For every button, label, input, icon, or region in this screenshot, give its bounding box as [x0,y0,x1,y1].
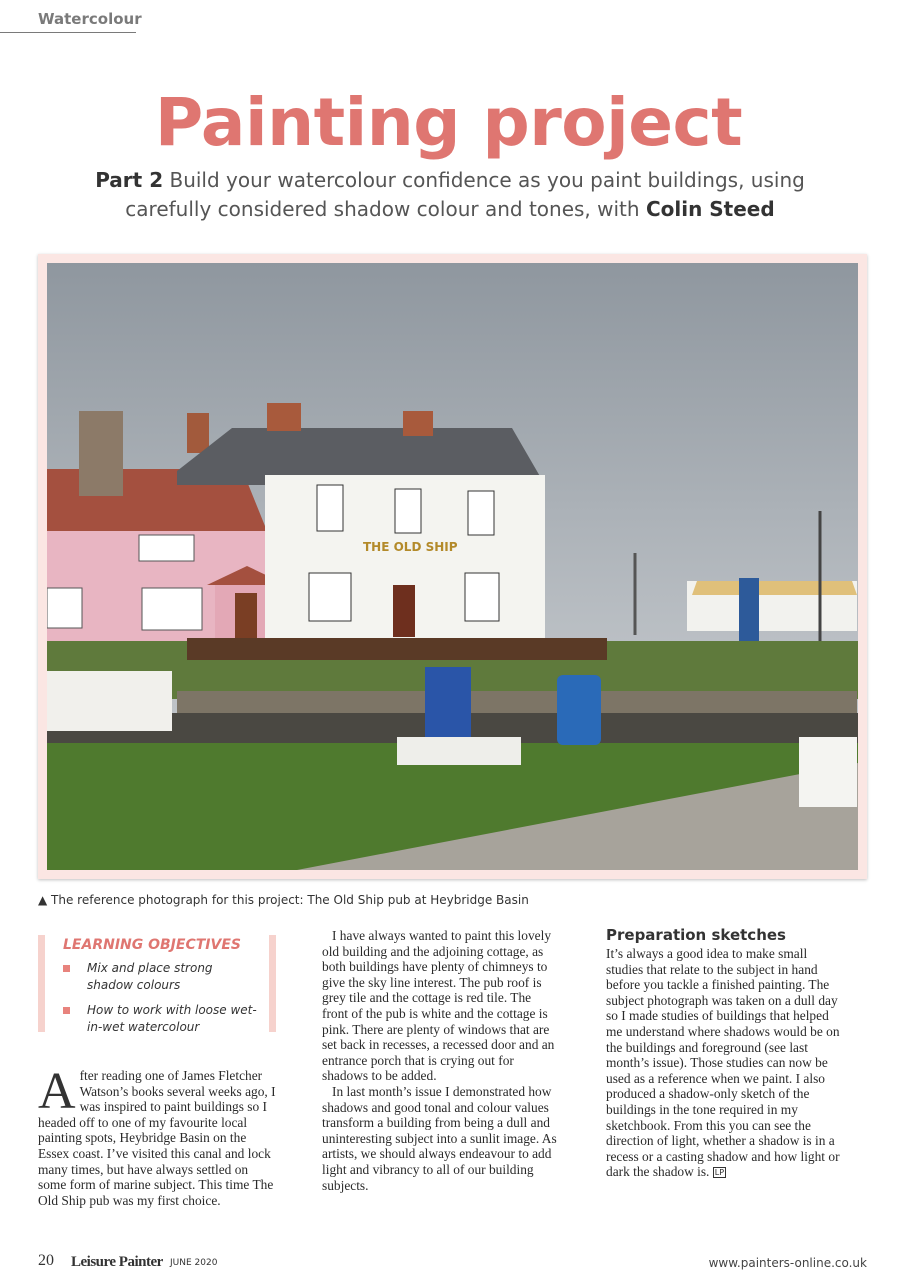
photo-frame [38,254,867,879]
white-fence [799,737,857,807]
lock-gate [47,671,172,731]
winch-base [397,737,521,765]
website-link[interactable]: www.painters-online.co.uk [708,1256,867,1270]
subtitle-part: Part 2 [95,168,164,192]
bullet-square-icon [63,965,70,972]
blue-winch [425,667,471,739]
section-label: Watercolour [38,10,142,28]
section-heading: Preparation sketches [606,926,786,944]
col1-text: fter reading one of James Fletcher Watson’s books several weeks ago, I was inspired to paint buildings so I headed off to one of my favourite local painting spots, Heybridge Basin on the Essex coast. I’ve visited this canal and lock many times, but have always settled on some form of marine subject. This time The Old Ship pub was my first choice. [38,1068,276,1208]
body-column-2 [322,928,558,1193]
pub-door [393,585,415,637]
reference-photo-drawing [47,263,858,870]
blue-sign [739,578,759,643]
subtitle-author: Colin Steed [645,197,775,221]
blue-bin [557,675,601,745]
page-number: 20 [38,1252,54,1269]
pub-window [317,485,343,531]
cottage-window [139,535,194,561]
chimney [267,403,301,431]
learning-objectives-box [38,935,276,1032]
pub-window [468,491,494,535]
col2-paragraph-2: In last month’s issue I demonstrated how shadows and good tonal and colour values transform a building from being a dull and uninteresting subject into a sunlit image. As artists, we should always endeavour to add light and vibrancy to all of our building subjects. [322,1083,557,1193]
col2-paragraph-1: I have always wanted to paint this lovely old building and the adjoining cottage, as both buildings have plenty of chimneys to give the sky line interest. The pub roof is grey tile and the cottage is red tile. The front of the pub is white and the cottage is pink. There are plenty of windows that are set back in recesses, a recessed door and an entrance porch that is crying out for shadows to be added. [322,928,555,1084]
page-subtitle [60,166,840,224]
subtitle-text: Build your watercolour confidence as you paint buildings, using carefully considered shadow colour and tones, with [125,168,805,221]
distant-roof [692,581,857,595]
section-tag [0,8,142,33]
chimney [403,411,433,436]
pub-window [309,573,351,621]
cottage-door [235,593,257,641]
pub-sign-text: THE OLD SHIP [363,540,458,554]
drop-cap: A [38,1063,76,1120]
pub-window [465,573,499,621]
cottage-window [142,588,202,630]
objective-text: Mix and place strong shadow colours [87,961,213,992]
photo-caption: ▲ The reference photograph for this project: The Old Ship pub at Heybridge Basin [38,893,529,907]
chimney [79,411,123,496]
body-column-1 [38,1063,278,1208]
col3-text: It’s always a good idea to make small studies that relate to the subject in hand before you tackle a finished painting. The subject photograph was taken on a dull day so I made studies of buildings that helped me understand where shadows would be on the buildings and foreground (see last month’s issue). Those studies can now be used as a reference when we paint. I also produced a shadow-only sketch of the buildings in the tone required in my sketchbook. From this you can see the direction of light, whether a shadow is in a recess or a casting shadow and how light or dark the shadow is. [606,946,840,1180]
benches [187,638,607,660]
magazine-logo: Leisure Painter [71,1254,163,1270]
pub-window [395,489,421,533]
cottage-window [47,588,82,628]
objective-text: How to work with loose wet-in-wet watercolour [87,1003,257,1034]
reference-photo [47,263,858,870]
objectives-title: LEARNING OBJECTIVES [63,937,241,953]
body-column-3 [606,946,846,1180]
chimney [187,413,209,453]
bullet-square-icon [63,1007,70,1014]
page-title: Painting project [154,84,743,161]
issue-date: JUNE 2020 [170,1258,218,1268]
end-mark: LP [714,1168,725,1178]
